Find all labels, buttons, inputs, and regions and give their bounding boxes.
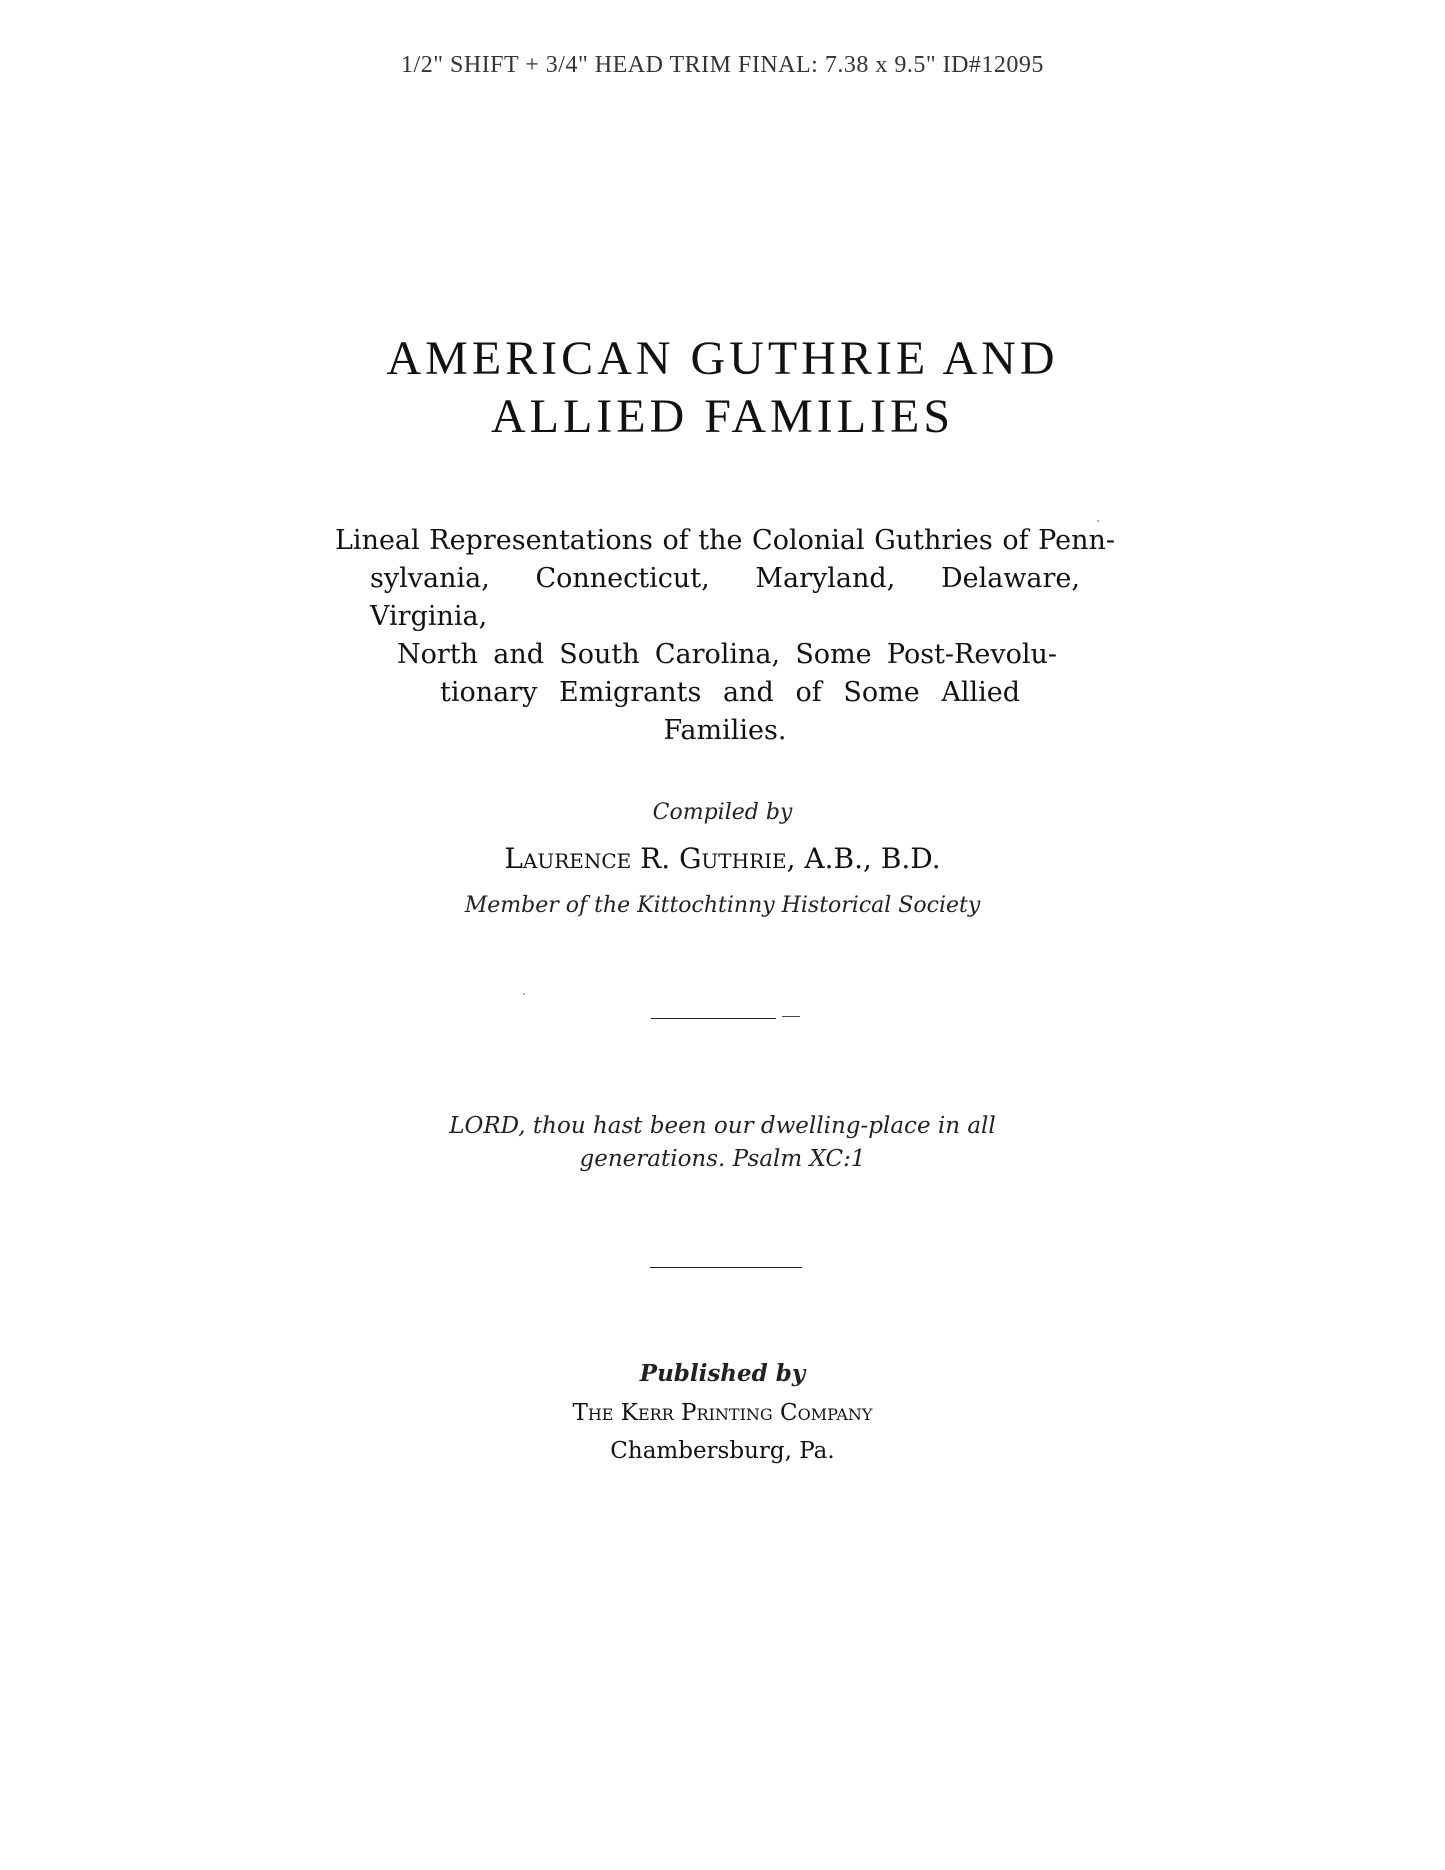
subtitle-line-3: North and South Carolina, Some Post-Revolu- [397, 639, 1057, 670]
compiled-by-label: Compiled by [652, 800, 793, 825]
divider-rule-tail [782, 1016, 800, 1017]
publisher-name: The Kerr Printing Company [572, 1400, 873, 1426]
author-name: Laurence R. Guthrie, A.B., B.D. [504, 842, 941, 875]
publisher-place: Chambersburg, Pa. [610, 1438, 835, 1464]
divider-rule [651, 1018, 776, 1019]
epigraph-line-1: LORD, thou hast been our dwelling-place in all [449, 1113, 996, 1139]
divider-rule [650, 1267, 802, 1268]
epigraph-line-2: generations. Psalm XC:1 [579, 1146, 866, 1172]
book-title [0, 330, 1445, 446]
subtitle-line-5: Families. [663, 715, 787, 746]
book-title-line-2: ALLIED FAMILIES [490, 390, 955, 443]
epigraph [0, 1110, 1445, 1176]
book-subtitle [335, 522, 1115, 750]
subtitle-line-4: tionary Emigrants and of Some Allied [440, 677, 1020, 708]
subtitle-line-2: sylvania, Connecticut, Maryland, Delaware, Virginia, [370, 563, 1080, 632]
print-header-note: 1/2" SHIFT + 3/4" HEAD TRIM FINAL: 7.38 x 9.5" ID#12095 [401, 52, 1044, 78]
page-speck [523, 993, 525, 995]
published-by-label: Published by [639, 1360, 806, 1387]
author-affiliation: Member of the Kittochtinny Historical Society [464, 893, 981, 918]
subtitle-line-1: Lineal Representations of the Colonial Guthries of Penn- [335, 525, 1115, 556]
book-title-line-1: AMERICAN GUTHRIE AND [386, 332, 1059, 385]
page-speck [1097, 520, 1099, 522]
